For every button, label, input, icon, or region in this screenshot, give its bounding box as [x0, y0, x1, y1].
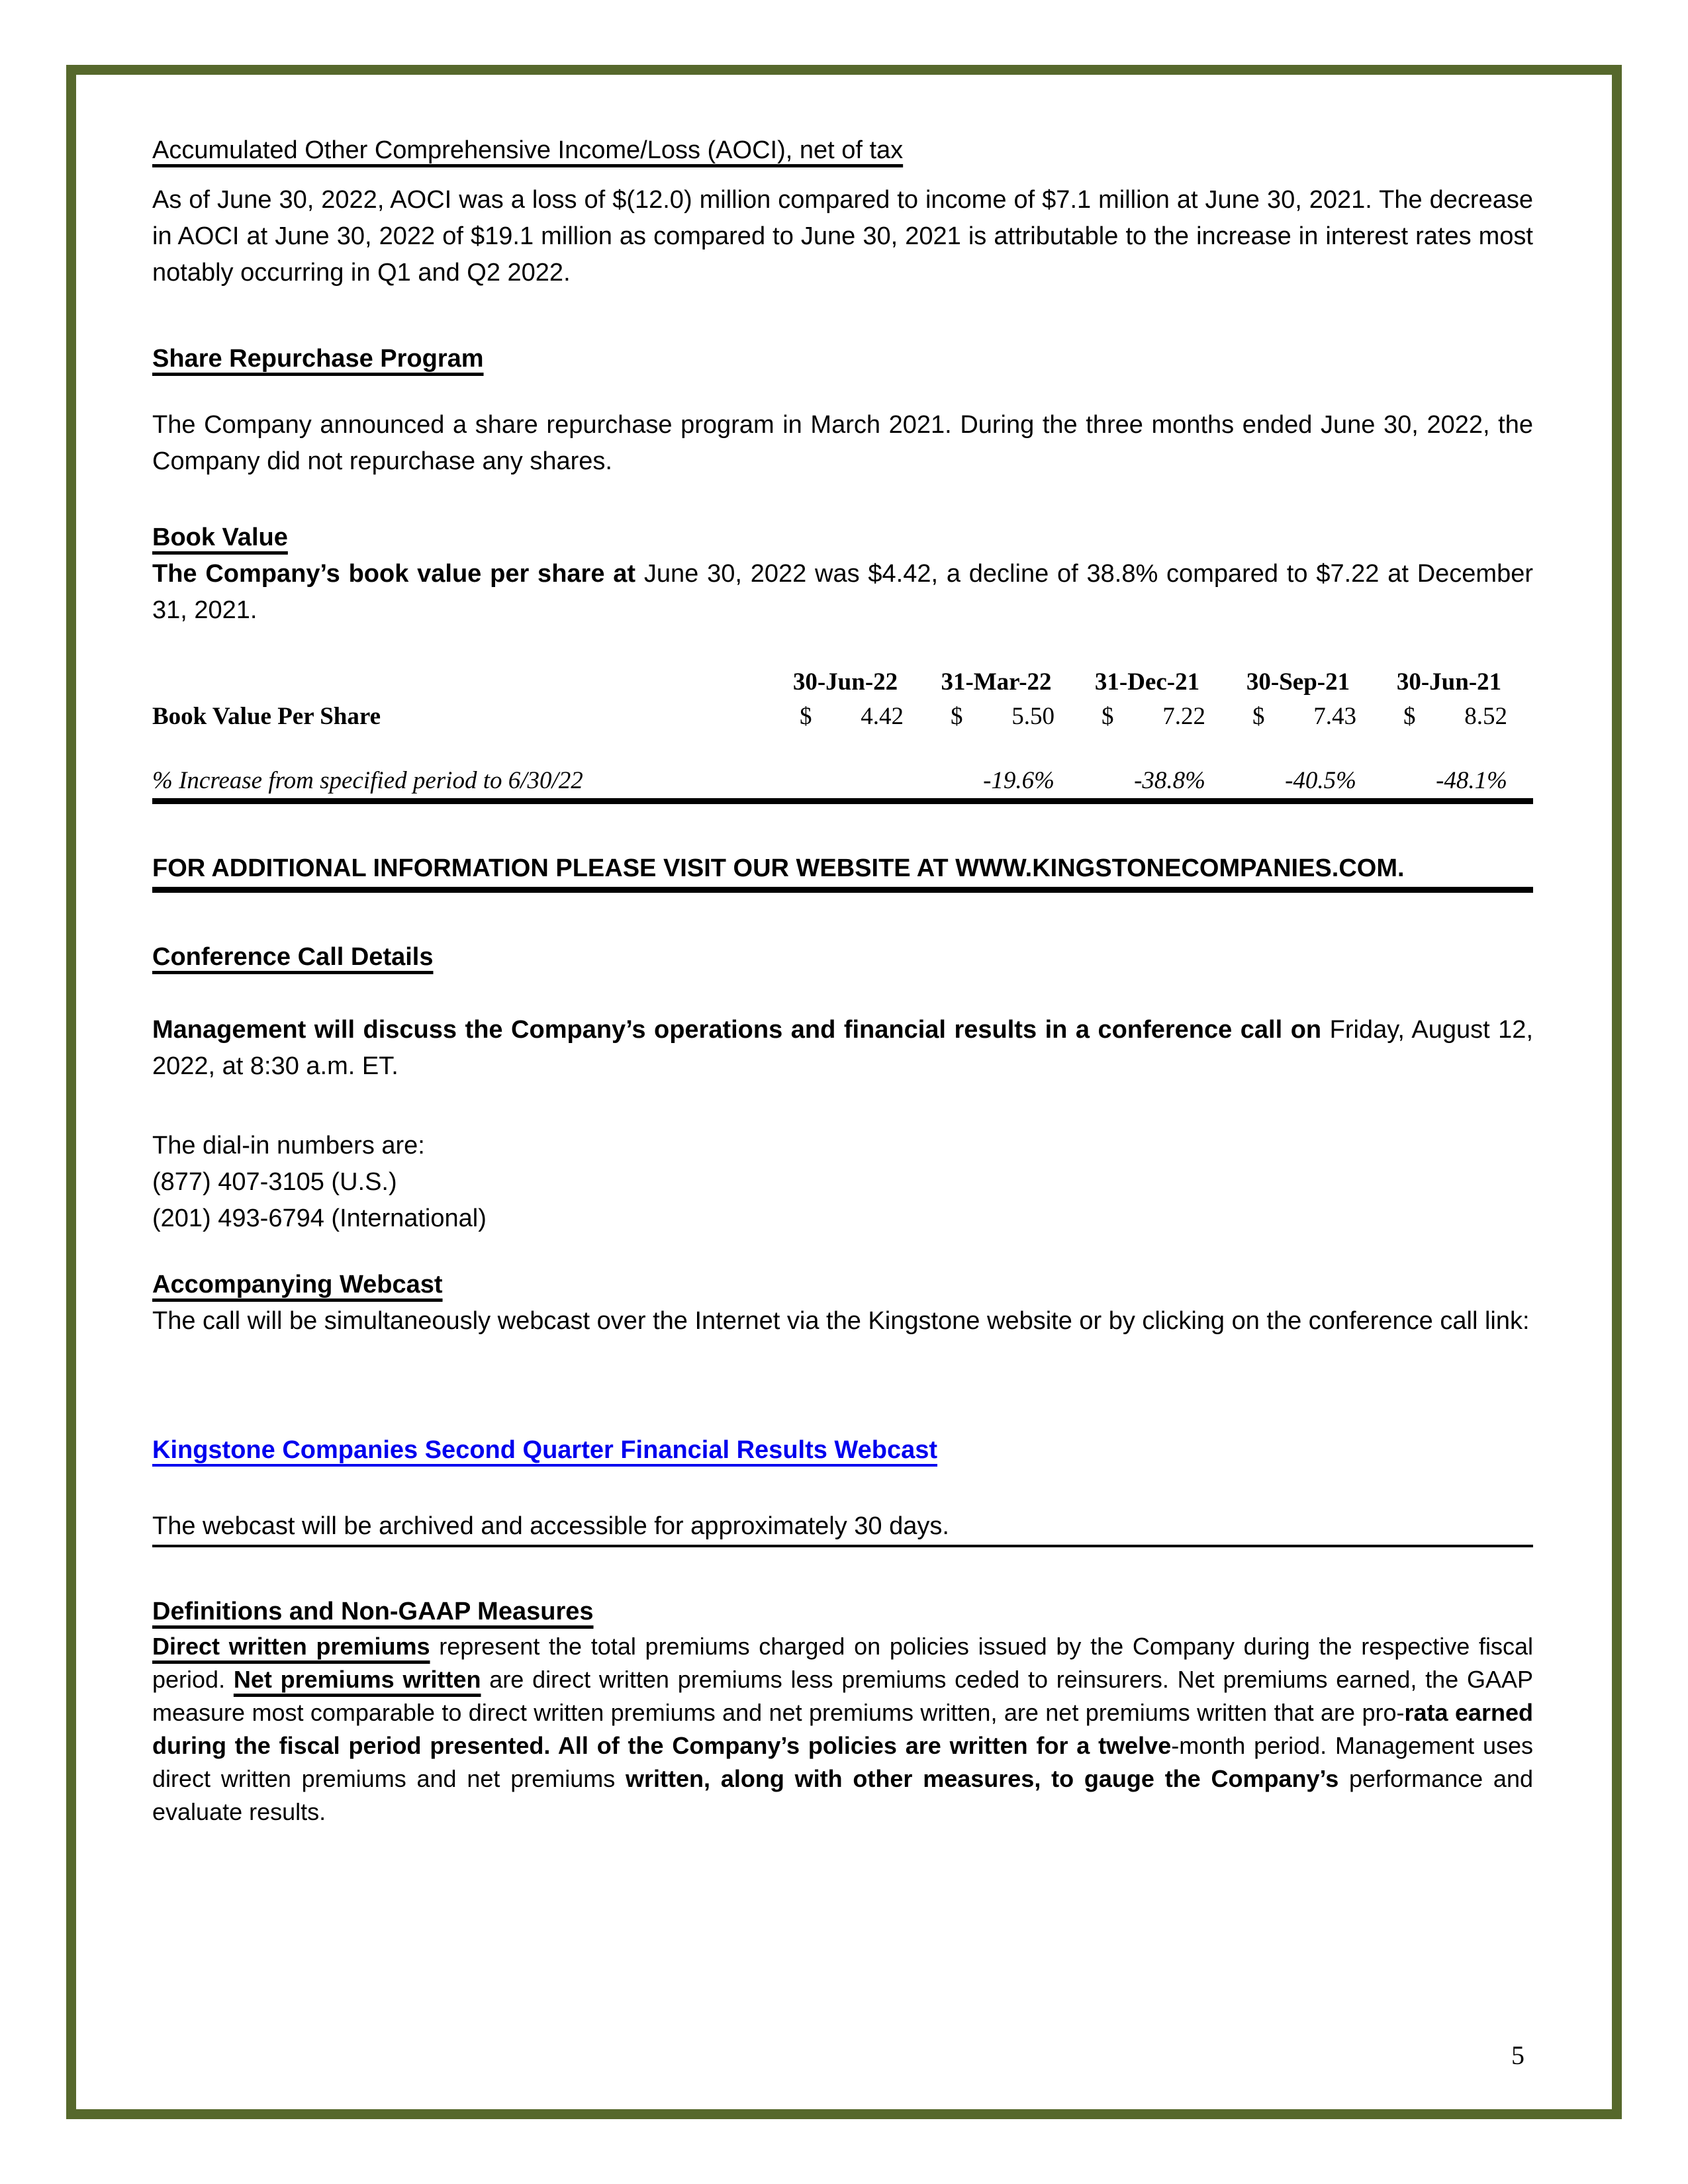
table-cell — [1072, 700, 1223, 734]
book-value-heading — [152, 520, 1533, 556]
book-value-body-rest: June 30, 2022 was $4.42, a decline of 38.8% compared to $7.22 at December 31, 2021. — [152, 560, 1534, 624]
table-row-label: Book Value Per Share — [152, 703, 381, 730]
table-row-label: % Increase from specified period to 6/30/22 — [152, 767, 583, 794]
defs-run2: represent the total premiums charged on policies issued by the Company during the respective fiscal period. — [152, 1633, 1534, 1693]
webcast-heading — [152, 1267, 1533, 1303]
book-value-paragraph — [152, 556, 1533, 629]
definitions-heading — [152, 1594, 1533, 1630]
book-value-table — [152, 665, 1533, 798]
divider-thin — [152, 1545, 1533, 1547]
divider-thick-upper — [152, 798, 1533, 804]
dial-in-us-number: (877) 407-3105 (U.S.) — [152, 1168, 397, 1196]
currency-symbol: $ — [1102, 703, 1114, 730]
defs-run8: performance and evaluate results. — [152, 1765, 1533, 1825]
page-number: 5 — [1511, 2040, 1524, 2070]
defs-run4: are direct written premiums less premiums ceded to reinsurers. Net premiums earned, the GAAP measure most comparable to direct written premiums and net premiums written, are net premiums written that are pro- — [152, 1666, 1533, 1726]
table-cell — [1374, 700, 1524, 734]
share-repurchase-heading-text: Share Repurchase Program — [152, 345, 484, 373]
table-row-pct-increase — [152, 764, 1533, 798]
conference-call-heading — [152, 939, 1533, 976]
webcast-heading-text: Accompanying Webcast — [152, 1271, 443, 1298]
divider-thick-lower — [152, 887, 1533, 893]
definitions-heading-text: Definitions and Non-GAAP Measures — [152, 1598, 594, 1625]
share-repurchase-heading — [152, 341, 1533, 377]
table-cell-empty — [770, 764, 921, 798]
table-header-col3: 31-Dec-21 — [1094, 668, 1200, 696]
conference-body-rest: Friday, August 12, 2022, at 8:30 a.m. ET. — [152, 1016, 1533, 1080]
cell-value: 8.52 — [1464, 703, 1507, 730]
table-header-row — [152, 665, 1533, 700]
dial-in-block — [152, 1128, 1533, 1237]
table-cell: -40.5% — [1285, 767, 1356, 794]
table-cell: -19.6% — [983, 767, 1055, 794]
aoci-paragraph: As of June 30, 2022, AOCI was a loss of $(12.0) million compared to income of $7.1 million at June 30, 2021. The decrease in AOCI at June 30, 2022 of $19.1 million as compared to June 30, 2021 is attributable to the increase in interest rates most notably occurring in Q1 and Q2 2022. — [152, 186, 1533, 287]
table-header-col1: 30-Jun-22 — [792, 668, 898, 696]
currency-symbol: $ — [951, 703, 963, 730]
cell-value: 4.42 — [861, 703, 904, 730]
conference-bold-lead: Management will discuss the Company’s operations and financial results in a conference call on — [152, 1016, 1330, 1044]
defs-run7-bold: written, along with other measures, to gauge the Company’s — [626, 1765, 1339, 1792]
book-value-bold-lead: The Company’s book value per share at — [152, 560, 644, 588]
aoci-heading-text: Accumulated Other Comprehensive Income/Loss (AOCI), net of tax — [152, 136, 904, 164]
table-cell — [1223, 700, 1374, 734]
table-cell: -38.8% — [1134, 767, 1205, 794]
currency-symbol: $ — [800, 703, 812, 730]
cell-value: 7.43 — [1313, 703, 1356, 730]
webcast-archive-note: The webcast will be archived and accessible for approximately 30 days. — [152, 1512, 949, 1540]
table-header-col5: 30-Jun-21 — [1396, 668, 1502, 696]
conference-call-heading-text: Conference Call Details — [152, 943, 434, 971]
table-header-col4: 30-Sep-21 — [1246, 668, 1350, 696]
defs-net-premiums-written: Net premiums written — [233, 1666, 481, 1693]
website-banner: FOR ADDITIONAL INFORMATION PLEASE VISIT OUR WEBSITE AT WWW.KINGSTONECOMPANIES.COM. — [152, 854, 1405, 882]
conference-call-paragraph — [152, 1012, 1533, 1085]
dial-in-intro: The dial-in numbers are: — [152, 1132, 425, 1160]
webcast-link-line — [152, 1432, 1533, 1469]
page-content — [152, 132, 1533, 1829]
table-cell — [770, 700, 921, 734]
share-repurchase-paragraph: The Company announced a share repurchase program in March 2021. During the three months ended June 30, 2022, the Company did not repurchase any shares. — [152, 411, 1533, 475]
currency-symbol: $ — [1403, 703, 1416, 730]
table-cell: -48.1% — [1436, 767, 1507, 794]
table-header-col2: 31-Mar-22 — [941, 668, 1052, 696]
book-value-heading-text: Book Value — [152, 523, 288, 551]
definitions-paragraph — [152, 1630, 1533, 1829]
defs-run6: -month period. Management uses direct written premiums and net premiums — [152, 1732, 1533, 1792]
defs-run5-bold: rata earned during the fiscal period presented. All of the Company’s policies are written for a twelve — [152, 1699, 1533, 1759]
table-cell — [921, 700, 1072, 734]
webcast-paragraph: The call will be simultaneously webcast over the Internet via the Kingstone website or by clicking on the conference call link: — [152, 1307, 1530, 1335]
table-header-spacer — [152, 665, 770, 700]
aoci-heading — [152, 132, 1533, 169]
defs-direct-written-premiums: Direct written premiums — [152, 1633, 430, 1660]
dial-in-intl-number: (201) 493-6794 (International) — [152, 1205, 487, 1232]
table-row-book-value — [152, 700, 1533, 734]
cell-value: 5.50 — [1011, 703, 1055, 730]
currency-symbol: $ — [1252, 703, 1265, 730]
webcast-link[interactable]: Kingstone Companies Second Quarter Financial Results Webcast — [152, 1436, 938, 1464]
cell-value: 7.22 — [1162, 703, 1205, 730]
